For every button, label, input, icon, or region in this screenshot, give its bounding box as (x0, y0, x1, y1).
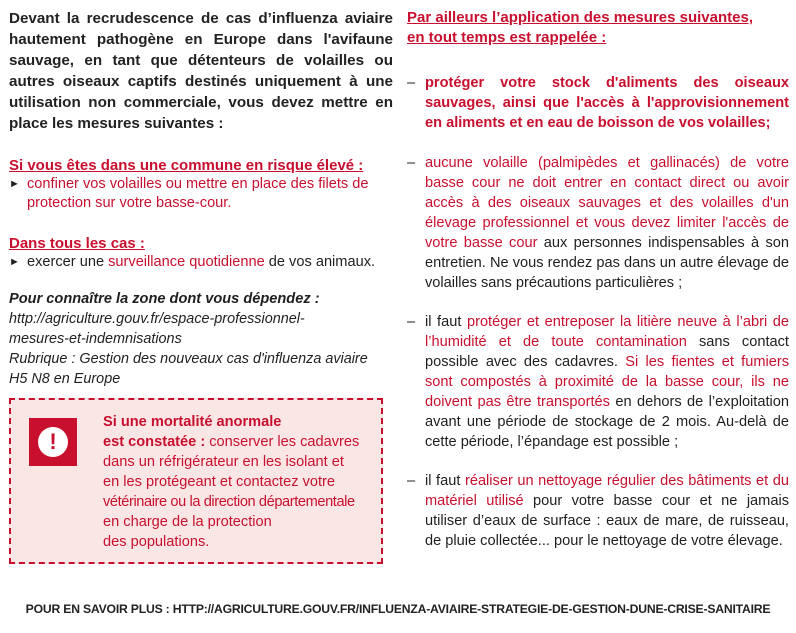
all-bullet-pre: exercer une (27, 254, 109, 270)
zone-url-line-2[interactable]: mesures-et-indemnisations (9, 331, 182, 347)
measure-2-text-a: aucune volaille (palmipèdes et gallinacés) de votre basse cour ne doit entrer en contact direct ou avoir accès à des oiseaux sauvages et des volailles d'un élevage professionnel et vous devez (425, 155, 789, 231)
footer-more-info-link[interactable]: POUR EN SAVOIR PLUS : HTTP://AGRICULTURE.GOUV.FR/INFLUENZA-AVIAIRE-STRATEGIE-DE-GESTION-DUNE-CRISE-SANITAIRE (25, 602, 771, 616)
measure-1-text: protéger votre stock d'aliments des oiseaux sauvages, ainsi que l'accès à l'approvisionnement en aliments et en eau de boisson de vos volailles; (425, 75, 789, 131)
zone-url-line-1[interactable]: http://agriculture.gouv.fr/espace-professionnel- (9, 311, 305, 327)
arrow-right-icon: ► (9, 256, 20, 268)
right-heading-line-2: en tout temps est rappelée : (407, 29, 607, 46)
measure-4-red: réaliser un nettoyage régulier des bâtiments et du matériel utilisé (425, 473, 789, 509)
mortality-alert-box (9, 398, 383, 564)
alert-line-1: conserver les cadavres (205, 434, 360, 450)
measure-3-pre: il faut (425, 314, 467, 330)
measure-item-4 (407, 471, 789, 551)
measure-3-post: en dehors de l’exploitation avant une période de stockage de 2 mois. Au-delà de cette période, l’épandage est possible ; (425, 394, 790, 450)
zone-heading: Pour connaître la zone dont vous dépendez : (9, 291, 320, 307)
alert-text (103, 412, 373, 552)
risk-bullet (9, 175, 393, 213)
measure-item-2 (407, 153, 789, 293)
dash-marker: – (407, 314, 416, 330)
measure-item-3 (407, 312, 789, 452)
alert-line-4: vétérinaire ou la direction départementale (103, 494, 355, 510)
left-column (9, 8, 393, 389)
alert-bold-line-2: est constatée : (103, 434, 206, 450)
all-cases-heading: Dans tous les cas : (9, 235, 145, 252)
measure-3-red-b: Si les fientes et fumiers sont compostés à proximité de la basse cour, ils ne doivent pas être transportés (425, 354, 789, 410)
all-bullet-post: de vos animaux. (264, 254, 376, 270)
alert-line-6: des populations. (103, 534, 210, 550)
alert-bold-line-1: Si une mortalité anormale (103, 414, 282, 430)
exclamation-icon (29, 418, 77, 466)
alert-line-5: en charge de la protection (103, 514, 272, 530)
measure-2-text-b: limiter l'accès de votre basse cour (425, 215, 789, 251)
measure-item-1 (407, 73, 789, 133)
risk-heading: Si vous êtes dans une commune en risque élevé : (9, 157, 364, 174)
dash-marker: – (407, 155, 416, 171)
measure-2-text-c: aux personnes indispensables à son entretien. Ne vous rendez pas dans un autre élevage de volailles sans précautions particulières ; (425, 235, 789, 291)
measure-4-post: pour votre basse cour et ne jamais utiliser d’eaux de surface : eaux de mare, de ruisseau, de pluie collectée... pour le nettoyage de votre élevage. (425, 493, 789, 549)
dash-marker: – (407, 473, 416, 489)
intro-paragraph: Devant la recrudescence de cas d’influenza aviaire hautement pathogène en Europe dans l'avifaune sauvage, en tant que détenteurs de volailles ou autres oiseaux captifs destinés uniquement à une utilisation non commerciale, vous devez mettre en place les mesures suivantes : (9, 10, 393, 132)
right-heading-line-1: Par ailleurs l’application des mesures suivantes, (407, 9, 753, 26)
measure-3-mid: sans contact possible avec des cadavres. (425, 334, 789, 370)
zone-rubrique-line-2: H5 N8 en Europe (9, 371, 121, 387)
measure-4-pre: il faut (425, 473, 465, 489)
measure-3-red-a: protéger et entreposer la litière neuve à l’abri de l’humidité et de toute contamination (425, 314, 789, 350)
all-bullet-emphasis: surveillance quotidienne (108, 254, 265, 270)
all-cases-bullet (9, 253, 393, 272)
right-column (407, 8, 789, 551)
arrow-right-icon: ► (9, 178, 20, 190)
dash-marker: – (407, 75, 416, 91)
risk-bullet-text: confiner vos volailles ou mettre en place des filets de protection sur votre basse-cour. (27, 176, 369, 211)
zone-rubrique-line-1: Rubrique : Gestion des nouveaux cas d'influenza aviaire (9, 351, 368, 367)
exclamation-circle-icon: ! (38, 427, 68, 457)
alert-line-3: en les protégeant et contactez votre (103, 474, 336, 490)
alert-line-2: dans un réfrigérateur en les isolant et (103, 454, 344, 470)
